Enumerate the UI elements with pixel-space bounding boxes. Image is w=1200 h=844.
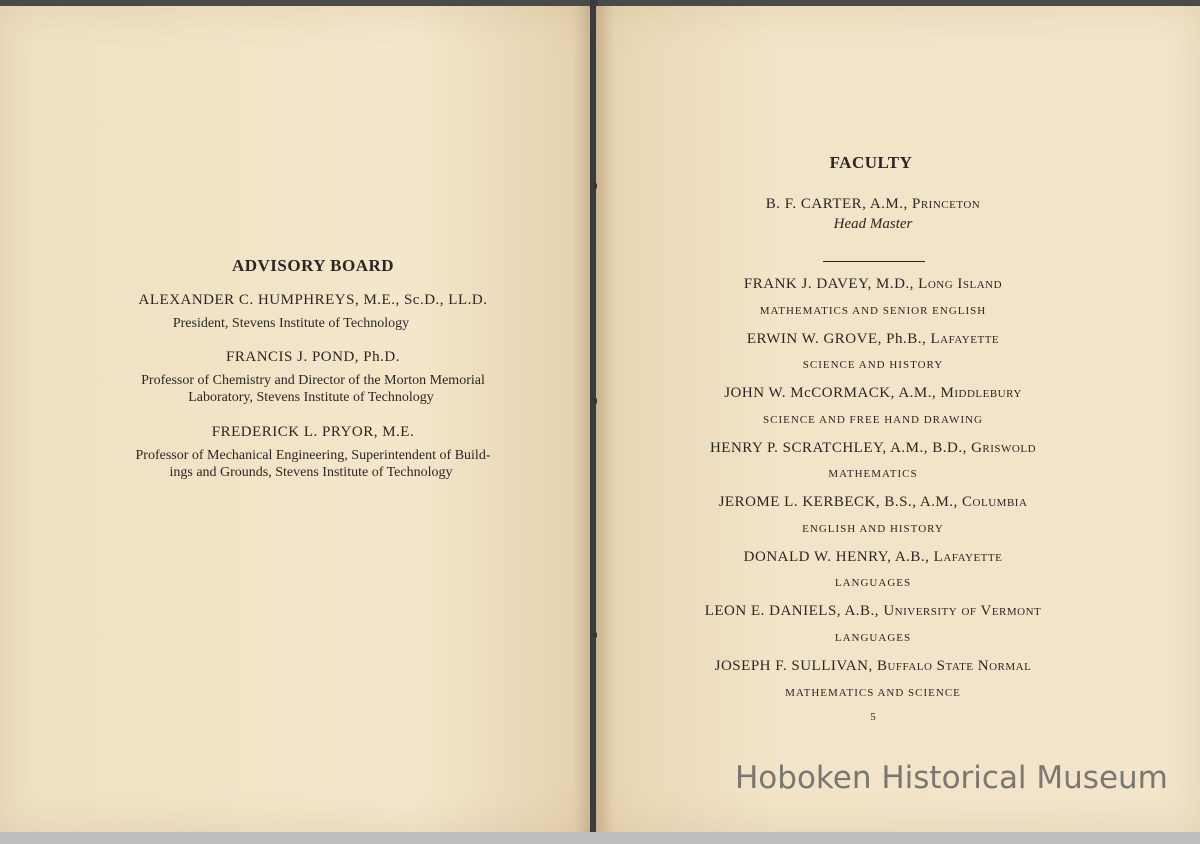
faculty-member-name [596,331,1150,348]
faculty-subjects: SCIENCE AND HISTORY [802,359,944,371]
faculty-affiliation: Buffalo State Normal [876,658,1032,674]
faculty-affiliation: Princeton [912,196,981,212]
faculty-name: HENRY P. SCRATCHLEY, A.M., B.D., [709,440,967,456]
faculty-member-name [596,276,1150,293]
advisory-member-name: FREDERICK L. PRYOR, M.E. [211,424,415,440]
faculty-name: B. F. CARTER, A.M., [765,196,908,212]
head-master-title: Head Master [833,216,913,232]
binding-hole [593,632,597,638]
binding-hole [593,183,597,189]
faculty-name: FRANK J. DAVEY, M.D., [743,276,914,292]
museum-watermark: Hoboken Historical Museum [735,760,1168,796]
faculty-subjects: MATHEMATICS [828,468,918,480]
faculty-affiliation: Lafayette [930,331,1000,347]
faculty-subjects: SCIENCE AND FREE HAND DRAWING [762,414,983,426]
faculty-member-name [596,196,1150,213]
advisory-board-heading: ADVISORY BOARD [231,256,395,275]
advisory-member-title: Professor of Chemistry and Director of the Morton Memorial [141,373,485,388]
faculty-name: JEROME L. KERBECK, B.S., A.M., [718,494,958,510]
page-number: 5 [870,711,876,723]
faculty-name: JOSEPH F. SULLIVAN, [714,658,873,674]
faculty-name: DONALD W. HENRY, A.B., [743,549,930,565]
scan-background [0,832,1200,844]
faculty-affiliation: Middlebury [940,385,1022,401]
faculty-subjects: LANGUAGES [834,632,912,644]
faculty-member-name [596,549,1150,566]
faculty-affiliation: University of Vermont [883,603,1042,619]
advisory-member-name: FRANCIS J. POND, Ph.D. [226,349,400,365]
faculty-member-name [596,603,1150,620]
faculty-subjects: MATHEMATICS AND SENIOR ENGLISH [759,305,987,317]
faculty-affiliation: Griswold [971,440,1037,456]
faculty-name: ERWIN W. GROVE, Ph.B., [746,331,927,347]
faculty-affiliation: Long Island [918,276,1003,292]
left-page [0,6,592,832]
faculty-name: LEON E. DANIELS, A.B., [704,603,880,619]
faculty-affiliation: Columbia [962,494,1028,510]
faculty-subjects: ENGLISH AND HISTORY [802,523,944,535]
faculty-affiliation: Lafayette [933,549,1003,565]
faculty-member-name [596,494,1150,511]
faculty-heading: FACULTY [829,153,913,172]
faculty-name: JOHN W. McCORMACK, A.M., [724,385,937,401]
faculty-subjects: MATHEMATICS AND SCIENCE [785,687,961,699]
divider-rule [823,261,925,262]
advisory-member-title: President, Stevens Institute of Technology [172,316,410,331]
advisory-member-title: Professor of Mechanical Engineering, Superintendent of Build- [135,448,491,463]
faculty-member-name [596,385,1150,402]
faculty-member-name [596,658,1150,675]
faculty-subjects: LANGUAGES [834,577,912,589]
binding-hole [593,398,597,404]
advisory-member-name: ALEXANDER C. HUMPHREYS, M.E., Sc.D., LL.D. [138,292,488,308]
advisory-member-title: ings and Grounds, Stevens Institute of Technology [169,465,453,480]
advisory-member-title: Laboratory, Stevens Institute of Technology [188,390,434,405]
right-page [596,6,1200,832]
faculty-member-name [596,440,1150,457]
